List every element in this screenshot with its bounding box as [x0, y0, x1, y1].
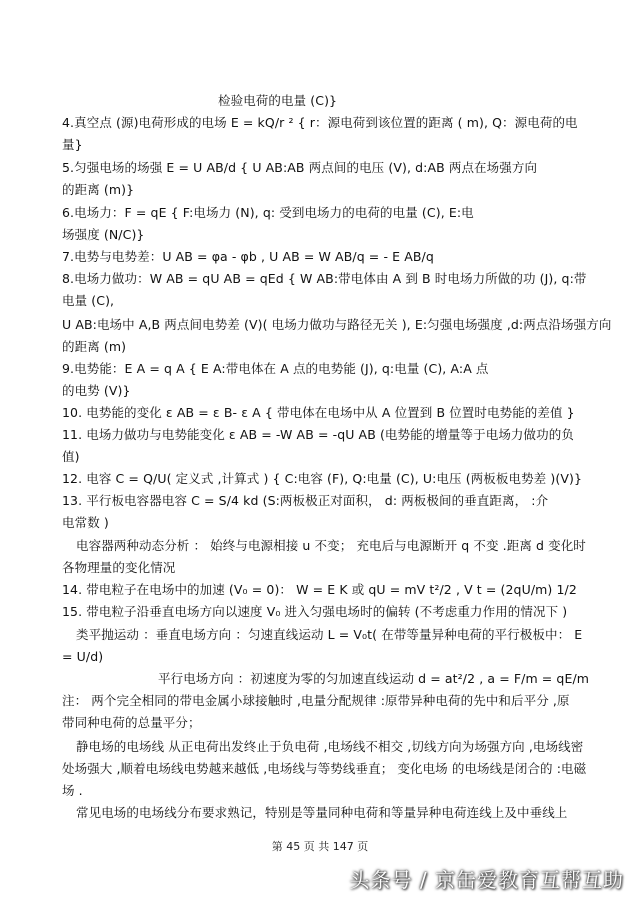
text-line: 的距离 (m) [62, 339, 127, 354]
text-line: 场 . [62, 783, 83, 798]
text-line: 处场强大 ,顺着电场线电势越来越低 ,电场线与等势线垂直； 变化电场 的电场线是闭合的 :电磁 [62, 761, 587, 776]
text-line: 6.电场力：F = qE { F:电场力 (N), q: 受到电场力的电荷的电量 (C), E:电 [62, 205, 474, 220]
text-line: 电容器两种动态分析 ： 始终与电源相接 u 不变； 充电后与电源断开 q 不变 .距离 d 变化时 [76, 538, 586, 553]
text-line: 平行电场方向 ：初速度为零的匀加速直线运动 d = at²/2 , a = F/m = qE/m [158, 671, 590, 686]
text-line: 13. 平行板电容器电容 C = S/4 kd (S:两板极正对面积， d: 两板极间的垂直距离， :介 [62, 493, 549, 508]
text-line: 各物理量的变化情况 [62, 560, 176, 575]
text-line: 5.匀强电场的场强 E = U AB/d { U AB:AB 两点间的电压 (V), d:AB 两点在场强方向 [62, 160, 538, 175]
text-line: 10. 电势能的变化 ε AB = ε B- ε A { 带电体在电场中从 A 位置到 B 位置时电势能的差值 } [62, 405, 575, 420]
text-line: 8.电场力做功：W AB = qU AB = qEd { W AB:带电体由 A 到 B 时电场力所做的功 (J), q:带 [62, 271, 587, 286]
text-line: 9.电势能：E A = q A { E A:带电体在 A 点的电势能 (J), q:电量 (C), A:A 点 [62, 361, 489, 376]
text-line: 11. 电场力做功与电势能变化 ε AB = -W AB = -qU AB (电势能的增量等于电场力做功的负 [62, 427, 574, 442]
page-number: 第 45 页 共 147 页 [271, 840, 369, 853]
text-line: U AB:电场中 A,B 两点间电势差 (V)( 电场力做功与路径无关 ), E:匀强电场强度 ,d:两点沿场强方向 [62, 317, 612, 332]
text-line: 14. 带电粒子在电场中的加速 (V₀ = 0)： W = E K 或 qU = mV t²/2 , V t = (2qU/m) 1/2 [62, 582, 577, 597]
text-line: 15. 带电粒子沿垂直电场方向以速度 V₀ 进入匀强电场时的偏转 (不考虑重力作用的情况下 ) [62, 604, 568, 619]
text-line: 的距离 (m)} [62, 182, 135, 197]
text-line: 12. 电容 C = Q/U( 定义式 ,计算式 ) { C:电容 (F), Q:电量 (C), U:电压 (两板板电势差 )(V)} [62, 471, 582, 486]
text-line: 常见电场的电场线分布要求熟记，特别是等量同种电荷和等量异种电荷连线上及中垂线上 [76, 805, 568, 820]
text-line: 检验电荷的电量 (C)} [218, 93, 338, 108]
text-line: 值) [62, 449, 80, 464]
text-line: 量} [62, 137, 83, 152]
text-line: 7.电势与电势差：U AB = φa - φb , U AB = W AB/q = - E AB/q [62, 249, 434, 264]
text-line: 的电势 (V)} [62, 383, 131, 398]
text-line: 电量 (C), [62, 293, 115, 308]
text-line: = U/d) [62, 649, 104, 664]
text-line: 电常数 ) [62, 515, 109, 530]
watermark: 头条号 / 京缶爱教育互帮互助 [349, 868, 624, 892]
text-line: 场强度 (N/C)} [62, 227, 145, 242]
text-line: 静电场的电场线 从正电荷出发终止于负电荷 ,电场线不相交 ,切线方向为场强方向 ,电场线密 [76, 739, 584, 754]
text-line: 类平抛运动 ：垂直电场方向 ：匀速直线运动 L = V₀t( 在带等量异种电荷的平行极板中： E [76, 627, 583, 642]
text-line: 注： 两个完全相同的带电金属小球接触时 ,电量分配规律 :原带异种电荷的先中和后平分 ,原 [62, 693, 570, 708]
text-line: 4.真空点 (源)电荷形成的电场 E = kQ/r ² { r：源电荷到该位置的距离 ( m), Q：源电荷的电 [62, 115, 578, 130]
text-line: 带同种电荷的总量平分； [62, 715, 201, 730]
